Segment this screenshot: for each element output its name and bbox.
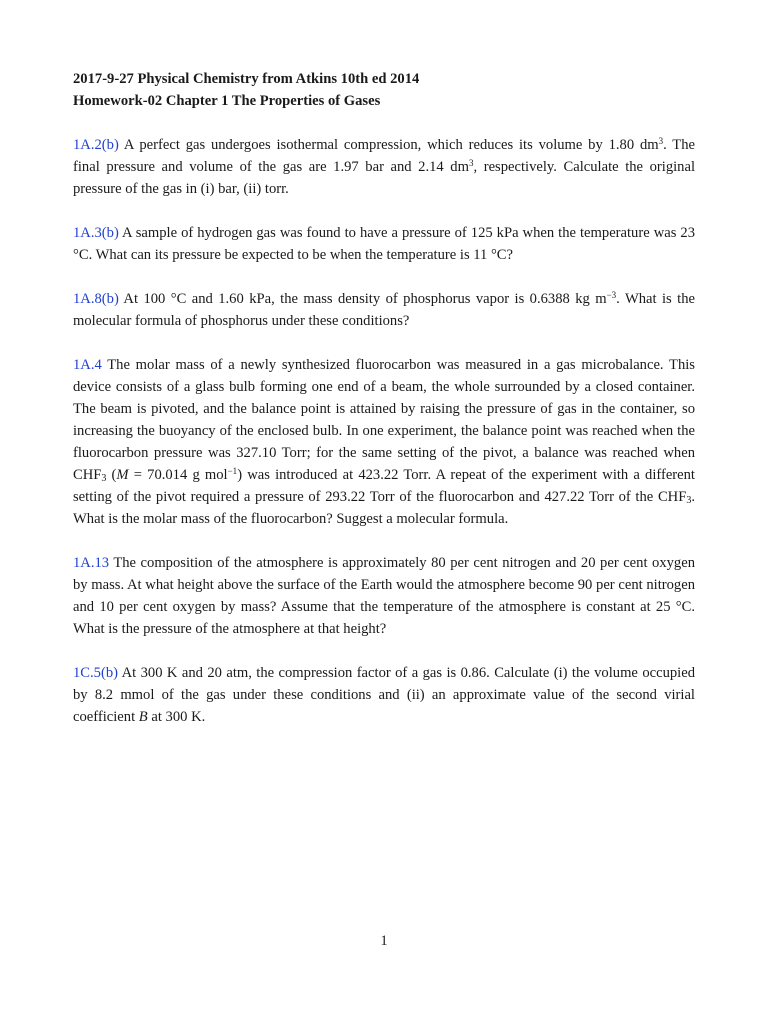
problem-id: 1A.4 [73,357,102,373]
document-page [73,68,695,728]
problem-text: . The final pressure and volume of the gas are 1.97 bar and 2.14 dm [73,137,695,175]
problem-text: At 100 °C and 1.60 kPa, the mass density of phosphorus vapor is 0.6388 kg m [118,291,607,307]
problem-id: 1A.3(b) [73,225,119,241]
problem-id: 1C.5(b) [73,665,118,681]
problem-1A3b [73,222,695,266]
problem-1A8b [73,288,695,332]
problem-text: A perfect gas undergoes isothermal compression, which reduces its volume by 1.80 dm [118,137,659,153]
problem-id: 1A.13 [73,555,110,571]
problem-text: The composition of the atmosphere is approximately 80 per cent nitrogen and 20 per cent oxygen by mass. At what height above the surface of the Earth would the atmosphere become 90 per cent nitrogen and 10 per cent oxygen by mass? Assume that the temperature of the atmosphere is constant at 25 °C. What is the pressure of the atmosphere at that height? [73,555,695,637]
problem-text: ( [106,467,117,483]
problem-text: , respectively. Calculate the original pressure of the gas in (i) bar, (ii) torr. [73,159,695,197]
subscript: 3 [101,473,107,484]
problem-1A4 [73,354,695,530]
document-title-line-2: Homework-02 Chapter 1 The Properties of Gases [73,93,381,109]
superscript: −3 [606,290,617,300]
subscript: 3 [686,495,692,506]
document-title-line-1: 2017-9-27 Physical Chemistry from Atkins 10th ed 2014 [73,71,420,87]
problem-text: at 300 K. [147,709,206,725]
superscript: −1 [227,466,238,476]
problem-text: At 300 K and 20 atm, the compression factor of a gas is 0.86. Calculate (i) the volume occupied by 8.2 mmol of the gas under these conditions and (ii) an approximate value of the second virial coefficient [73,665,695,725]
problem-text: . What is the molecular formula of phosphorus under these conditions? [73,291,695,329]
problem-text: . What is the molar mass of the fluorocarbon? Suggest a molecular formula. [73,489,695,527]
problem-1C5b [73,662,695,728]
problem-id: 1A.2(b) [73,137,119,153]
problem-1A2b [73,134,695,200]
molar-mass-symbol: M [116,467,129,483]
virial-coefficient-symbol: B [138,709,148,725]
problem-text: The molar mass of a newly synthesized fluorocarbon was measured in a gas microbalance. This device consists of a glass bulb forming one end of a beam, the whole surrounded by a closed container. The beam is pivoted, and the balance point is attained by raising the pressure of gas in the container, so increasing the buoyancy of the enclosed bulb. In one experiment, the balance point was reached when the fluorocarbon pressure was 327.10 Torr; for the same setting of the pivot, a balance was reached when CHF [73,357,695,483]
problem-text: A sample of hydrogen gas was found to have a pressure of 125 kPa when the temperature was 23 °C. What can its pressure be expected to be when the temperature is 11 °C? [73,225,695,263]
problem-text: = 70.014 g mol [128,467,228,483]
problem-1A13 [73,552,695,640]
superscript: 3 [658,136,664,146]
problem-text: ) was introduced at 423.22 Torr. A repeat of the experiment with a different setting of the pivot required a pressure of 293.22 Torr of the fluorocarbon and 427.22 Torr of the CHF [73,467,695,505]
problem-id: 1A.8(b) [73,291,119,307]
page-number: 1 [380,933,388,949]
superscript: 3 [468,158,474,168]
